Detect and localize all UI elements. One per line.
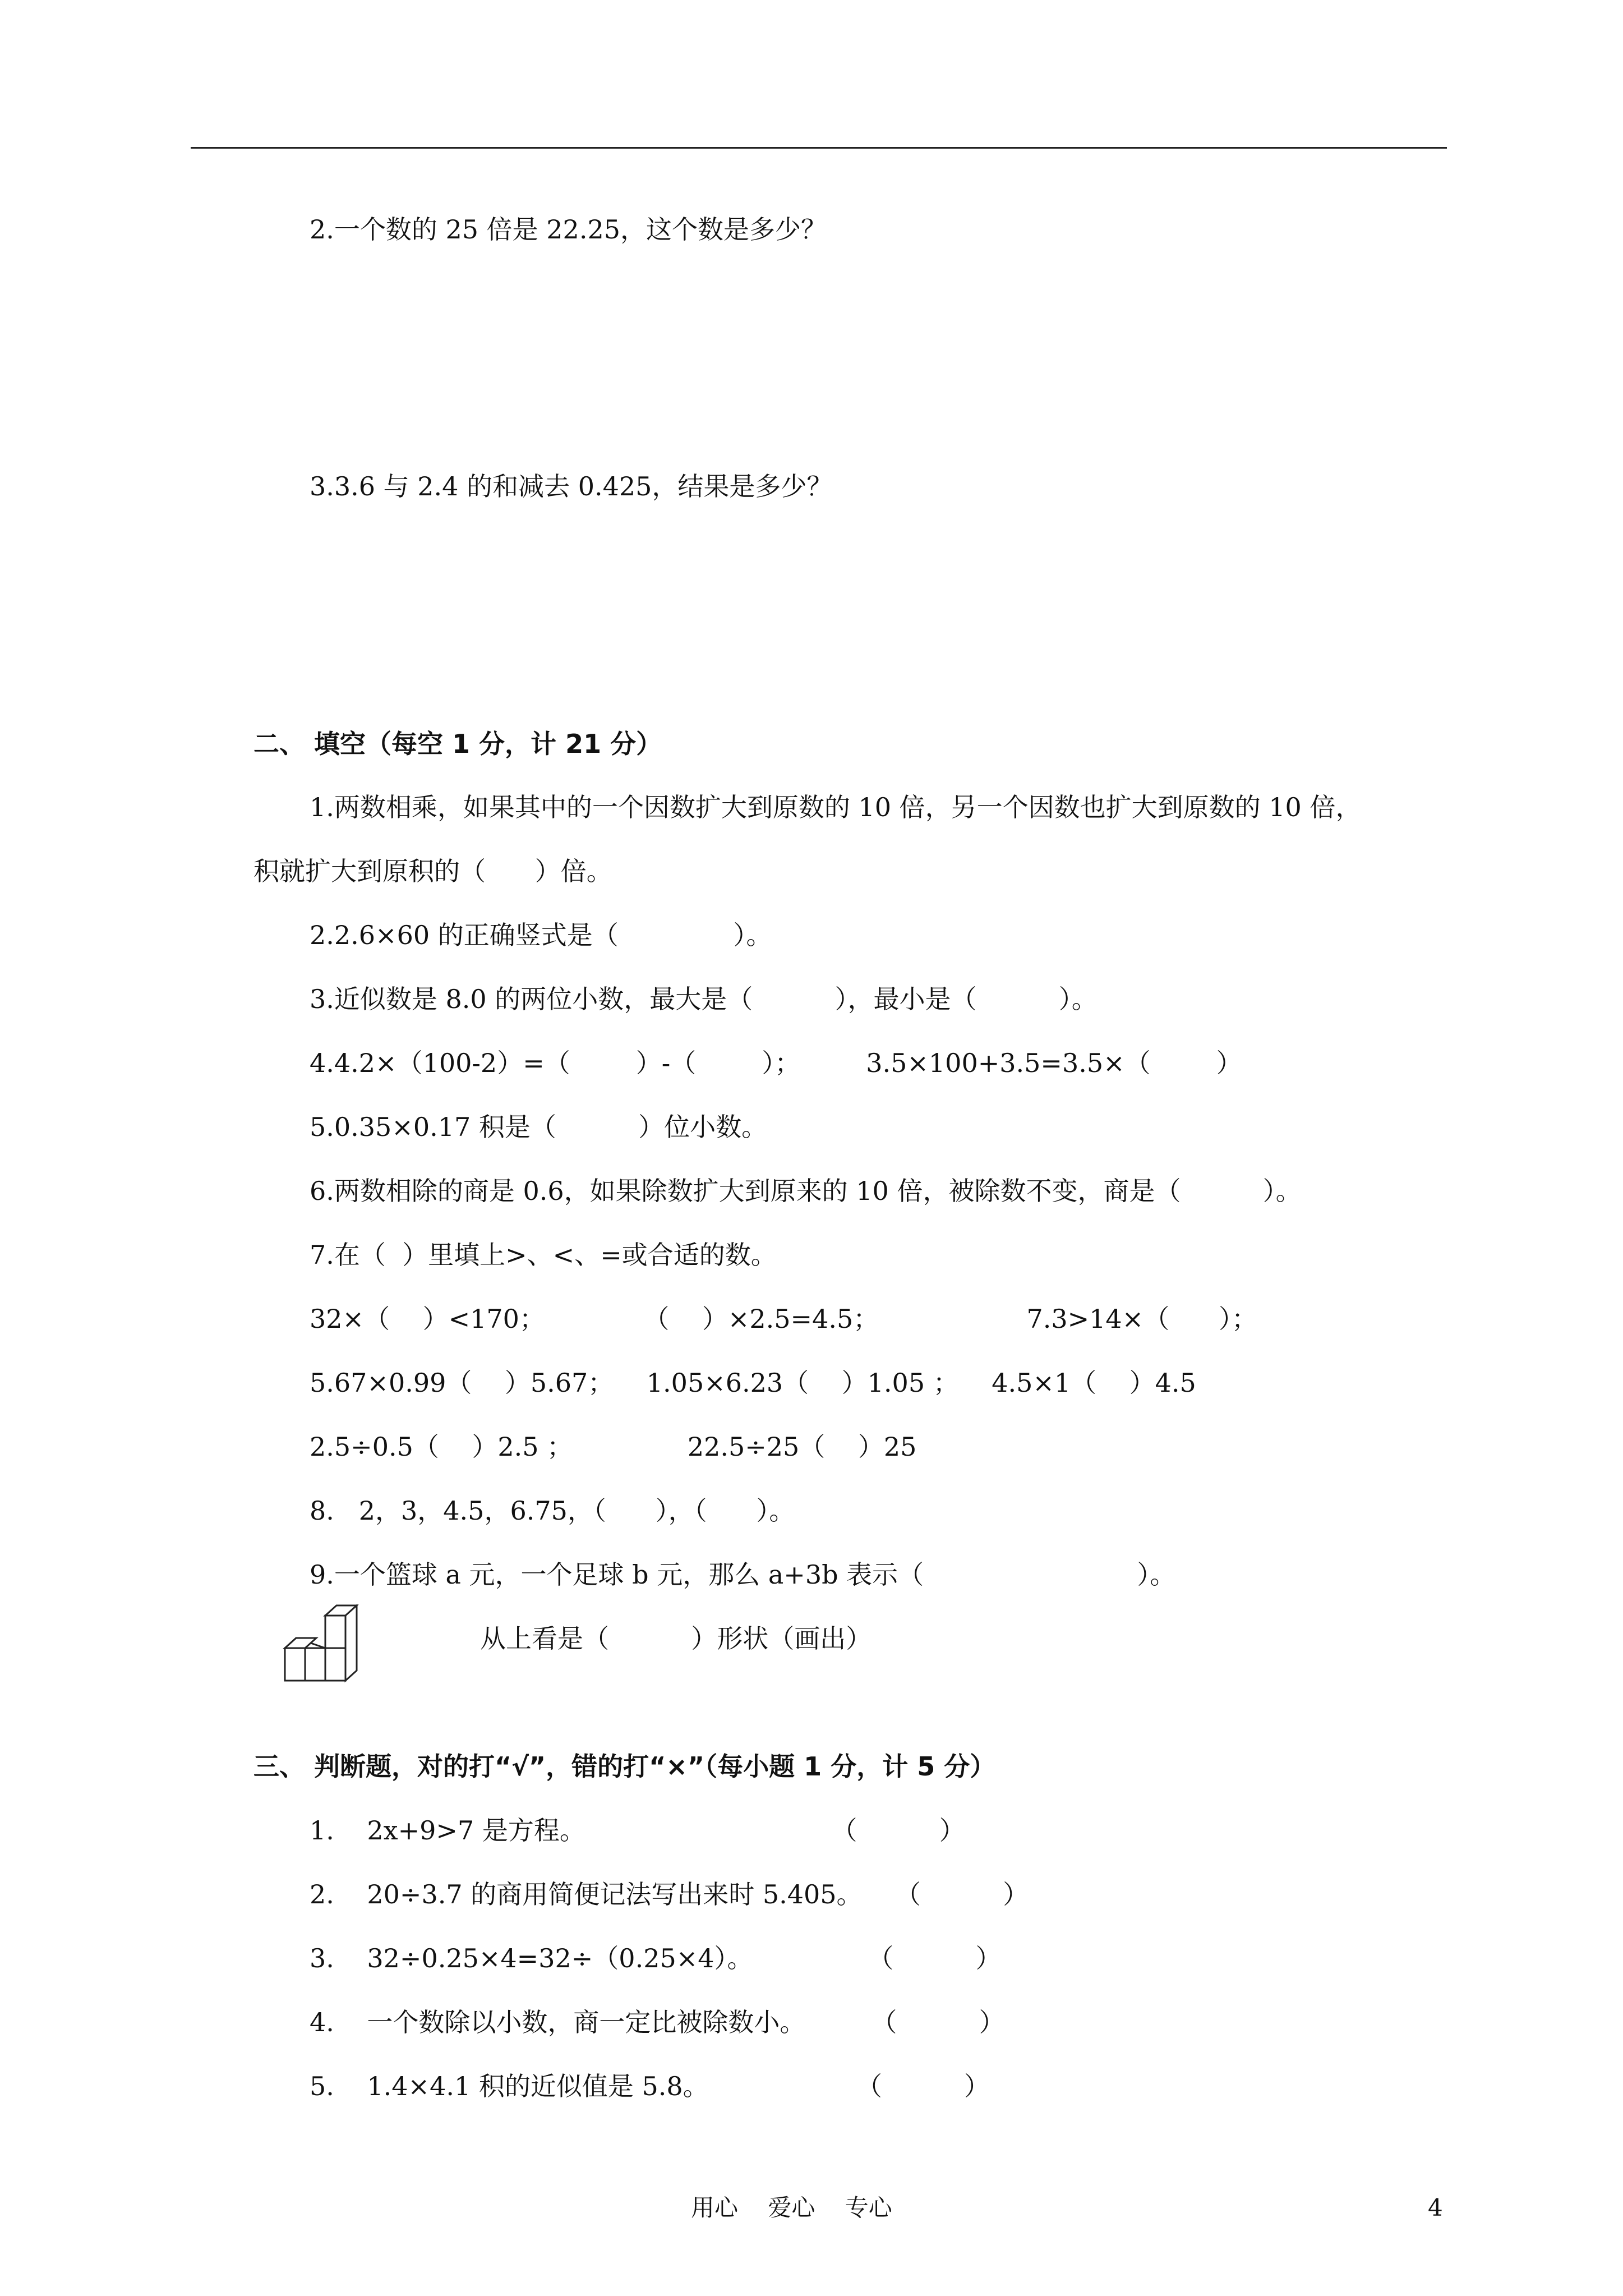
fill-line-7: 7.在（ ）里填上>、<、=或合适的数。 (310, 1240, 777, 1270)
fill-line-3: 3.近似数是 8.0 的两位小数，最大是（ ），最小是（ ）。 (310, 984, 1098, 1014)
fill-line-9: 9.一个篮球 a 元，一个足球 b 元，那么 a+3b 表示（ ）。 (310, 1559, 1176, 1590)
cube-stack-figure (274, 1604, 386, 1694)
judge-item-3: 3. 32÷0.25×4=32÷（0.25×4）。 （ ） (310, 1943, 1002, 1973)
judge-item-1: 1. 2x+9>7 是方程。 （ ） (310, 1815, 965, 1846)
fill-line-10: 从上看是（ ）形状（画出） (480, 1623, 872, 1654)
problem-3: 3.3.6 与 2.4 的和减去 0.425，结果是多少？ (310, 471, 833, 501)
fill-line-8: 8. 2，3，4.5，6.75，（ ），（ ）。 (310, 1496, 795, 1526)
fill-line-7b: 5.67×0.99（ ）5.67； 1.05×6.23（ ）1.05 ； 4.5×1（ ）4.5 (310, 1368, 1196, 1398)
section-3-title: 三、 判断题，对的打“√”，错的打“×”（每小题 1 分，计 5 分） (253, 1751, 996, 1782)
fill-line-1: 1.两数相乘，如果其中的一个因数扩大到原数的 10 倍，另一个因数也扩大到原数的 10 倍， (310, 792, 1362, 822)
cube-upper-front (325, 1616, 345, 1648)
judge-item-2: 2. 20÷3.7 的商用简便记法写出来时 5.405。 （ ） (310, 1879, 1029, 1910)
fill-line-1b: 积就扩大到原积的（ ）倍。 (253, 856, 612, 886)
judge-item-4: 4. 一个数除以小数，商一定比被除数小。 （ ） (310, 2007, 1005, 2037)
fill-line-7c: 2.5÷0.5（ ）2.5 ； 22.5÷25（ ）25 (310, 1432, 917, 1462)
fill-line-4: 4.4.2×（100-2）=（ ）-（ ）； 3.5×100+3.5=3.5×（ ） (310, 1048, 1242, 1078)
cube-right-side (345, 1605, 357, 1681)
section-2-title: 二、 填空（每空 1 分，计 21 分） (253, 729, 662, 759)
header-rule (191, 147, 1447, 149)
fill-line-2: 2.2.6×60 的正确竖式是（ ）。 (310, 920, 772, 950)
fill-line-6: 6.两数相除的商是 0.6，如果除数扩大到原来的 10 倍，被除数不变，商是（ ）。 (310, 1176, 1302, 1206)
fill-line-5: 5.0.35×0.17 积是（ ）位小数。 (310, 1112, 768, 1142)
cube-lower-right-front (325, 1648, 345, 1681)
problem-2: 2.一个数的 25 倍是 22.25，这个数是多少？ (310, 214, 827, 245)
fill-line-7a: 32×（ ）<170； （ ）×2.5=4.5； 7.3>14×（ ）； (310, 1304, 1257, 1334)
footer-motto: 用心 爱心 专心 (691, 2194, 892, 2221)
page-number: 4 (1428, 2194, 1443, 2221)
judge-item-5: 5. 1.4×4.1 积的近似值是 5.8。 （ ） (310, 2071, 990, 2101)
